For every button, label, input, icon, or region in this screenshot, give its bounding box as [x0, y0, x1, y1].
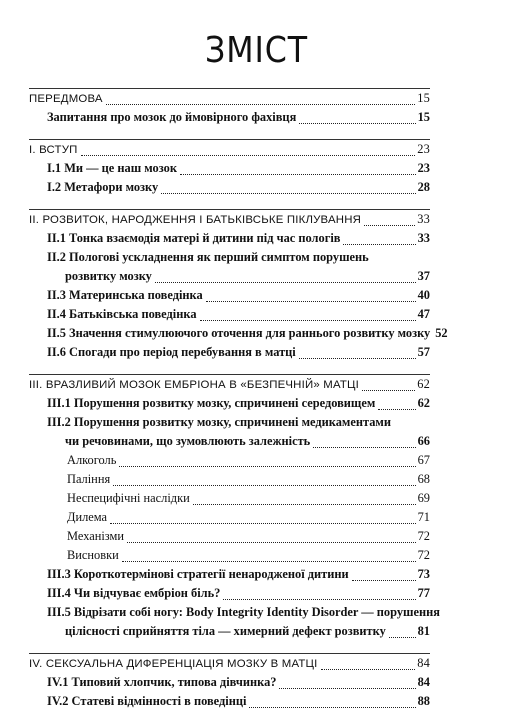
toc-section: [29, 374, 440, 641]
section-gap: [29, 362, 430, 374]
dot-leader: [362, 388, 415, 391]
dot-leader: [110, 521, 416, 524]
entry-title: I.1 Ми — це наш мозок: [47, 161, 177, 175]
toc-entry[interactable]: [29, 489, 430, 508]
dot-leader: [364, 223, 415, 226]
section-gap: [29, 641, 430, 653]
page-number: 33: [417, 212, 430, 226]
dot-leader: [127, 540, 416, 543]
page-number: 66: [417, 434, 430, 448]
toc-entry[interactable]: [29, 394, 430, 413]
entry-title: III.3 Короткотермінові стратегії ненародженої дитини: [47, 567, 349, 581]
dot-leader: [378, 407, 415, 410]
section-gap: [29, 197, 430, 209]
page-number: 40: [417, 288, 430, 302]
page-number: 62: [417, 377, 430, 391]
entry-title: I. ВСТУП: [29, 144, 78, 156]
entry-title-continuation: [47, 267, 430, 286]
entry-title: III.2 Порушення розвитку мозку, спричинені медикаментами: [47, 415, 391, 429]
entry-title: Паління: [67, 472, 111, 486]
toc-section-entry[interactable]: [29, 140, 430, 159]
toc-section-entry[interactable]: [29, 654, 430, 673]
entry-title-line2: цілісності сприйняття тіла — химерний дефект розвитку: [65, 624, 386, 638]
page-number: 33: [417, 231, 430, 245]
toc-entry[interactable]: [29, 451, 430, 470]
entry-title: Алкоголь: [67, 453, 117, 467]
page-number: 23: [417, 161, 430, 175]
entry-title: Неспецифічні наслідки: [67, 491, 190, 505]
toc-entry[interactable]: [29, 603, 440, 641]
toc-entry[interactable]: [29, 286, 430, 305]
toc-section: [29, 139, 430, 197]
toc-entry[interactable]: [29, 248, 430, 286]
toc-entry[interactable]: [29, 470, 430, 489]
dot-leader: [119, 464, 415, 467]
page-number: 37: [417, 269, 430, 283]
dot-leader: [122, 559, 416, 562]
entry-title: III.4 Чи відчуває ембріон біль?: [47, 586, 221, 600]
toc-entry[interactable]: [29, 546, 430, 565]
dot-leader: [321, 667, 416, 670]
page-number: 71: [417, 510, 430, 524]
page-number: 57: [417, 345, 430, 359]
dot-leader: [193, 502, 416, 505]
toc-entry[interactable]: [29, 673, 430, 692]
entry-title-continuation: [47, 432, 430, 451]
dot-leader: [200, 318, 416, 321]
toc-entry[interactable]: [29, 108, 430, 127]
page-number: 81: [417, 624, 430, 638]
toc-entry[interactable]: [29, 413, 430, 451]
toc-entry[interactable]: [29, 527, 430, 546]
dot-leader: [161, 191, 415, 194]
toc-entry[interactable]: [29, 159, 430, 178]
entry-title-continuation: [47, 622, 430, 641]
entry-title: II.1 Тонка взаємодія матері й дитини під час пологів: [47, 231, 341, 245]
page-number: 23: [417, 142, 430, 156]
entry-title-line2: розвитку мозку: [65, 269, 152, 283]
page-number: 84: [417, 675, 430, 689]
entry-title: II.5 Значення стимулюючого оточення для раннього розвитку мозку: [47, 326, 431, 340]
page-number: 68: [417, 472, 430, 486]
entry-title: Запитання про мозок до ймовірного фахівця: [47, 110, 297, 124]
toc-entry[interactable]: [29, 324, 448, 343]
dot-leader: [249, 705, 415, 708]
toc-section: [29, 209, 448, 362]
page-number: 52: [435, 326, 448, 340]
entry-title: IV.2 Статеві відмінності в поведінці: [47, 694, 247, 708]
dot-leader: [313, 445, 415, 448]
toc-entry[interactable]: [29, 692, 430, 711]
toc-entry[interactable]: [29, 508, 430, 527]
entry-title-line2: чи речовинами, що зумовлюють залежність: [65, 434, 311, 448]
toc-entry[interactable]: [29, 305, 430, 324]
entry-title: II.6 Спогади про період перебування в матці: [47, 345, 296, 359]
entry-title: II.2 Пологові ускладнення як перший симптом порушень: [47, 250, 369, 264]
entry-title: ПЕРЕДМОВА: [29, 93, 103, 105]
dot-leader: [206, 299, 416, 302]
dot-leader: [352, 578, 416, 581]
page-title: ЗМІСТ: [205, 30, 308, 71]
dot-leader: [106, 102, 416, 105]
page-number: 15: [417, 91, 430, 105]
page-number: 62: [417, 396, 430, 410]
page-number: 69: [417, 491, 430, 505]
entry-title: II.3 Материнська поведінка: [47, 288, 203, 302]
entry-title: II.4 Батьківська поведінка: [47, 307, 197, 321]
entry-title: Механізми: [67, 529, 124, 543]
page-number: 67: [417, 453, 430, 467]
entry-title: I.2 Метафори мозку: [47, 180, 159, 194]
entry-title: II. РОЗВИТОК, НАРОДЖЕННЯ І БАТЬКІВСЬКЕ ПІКЛУВАННЯ: [29, 214, 362, 226]
dot-leader: [389, 635, 416, 638]
page-number: 72: [417, 548, 430, 562]
toc-section-entry[interactable]: [29, 89, 430, 108]
entry-title: Висновки: [67, 548, 119, 562]
toc-section: [29, 88, 430, 127]
toc-section-entry[interactable]: [29, 210, 430, 229]
dot-leader: [155, 280, 416, 283]
entry-title: III. ВРАЗЛИВИЙ МОЗОК ЕМБРІОНА В «БЕЗПЕЧНІЙ» МАТЦІ: [29, 379, 360, 391]
page-number: 15: [417, 110, 430, 124]
toc-entry[interactable]: [29, 178, 430, 197]
dot-leader: [223, 597, 415, 600]
entry-title: III.5 Відрізати собі ногу: Body Integrity Identity Disorder — порушення: [47, 605, 440, 619]
page-number: 77: [417, 586, 430, 600]
page-number: 47: [417, 307, 430, 321]
table-of-contents: [29, 88, 448, 711]
entry-title: IV. СЕКСУАЛЬНА ДИФЕРЕНЦІАЦІЯ МОЗКУ В МАТЦІ: [29, 658, 318, 670]
entry-title: III.1 Порушення розвитку мозку, спричинені середовищем: [47, 396, 376, 410]
entry-title: Дилема: [67, 510, 108, 524]
page-number: 73: [417, 567, 430, 581]
dot-leader: [343, 242, 415, 245]
toc-section: [29, 653, 430, 711]
dot-leader: [81, 153, 416, 156]
dot-leader: [113, 483, 415, 486]
toc-entry[interactable]: [29, 584, 430, 603]
entry-title: IV.1 Типовий хлопчик, типова дівчинка?: [47, 675, 277, 689]
dot-leader: [180, 172, 416, 175]
toc-section-entry[interactable]: [29, 375, 430, 394]
toc-entry[interactable]: [29, 343, 430, 362]
page-number: 84: [417, 656, 430, 670]
page-number: 88: [417, 694, 430, 708]
dot-leader: [299, 121, 415, 124]
page-number: 28: [417, 180, 430, 194]
dot-leader: [279, 686, 415, 689]
toc-entry[interactable]: [29, 229, 430, 248]
page-number: 72: [417, 529, 430, 543]
section-gap: [29, 127, 430, 139]
dot-leader: [299, 356, 416, 359]
toc-entry[interactable]: [29, 565, 430, 584]
